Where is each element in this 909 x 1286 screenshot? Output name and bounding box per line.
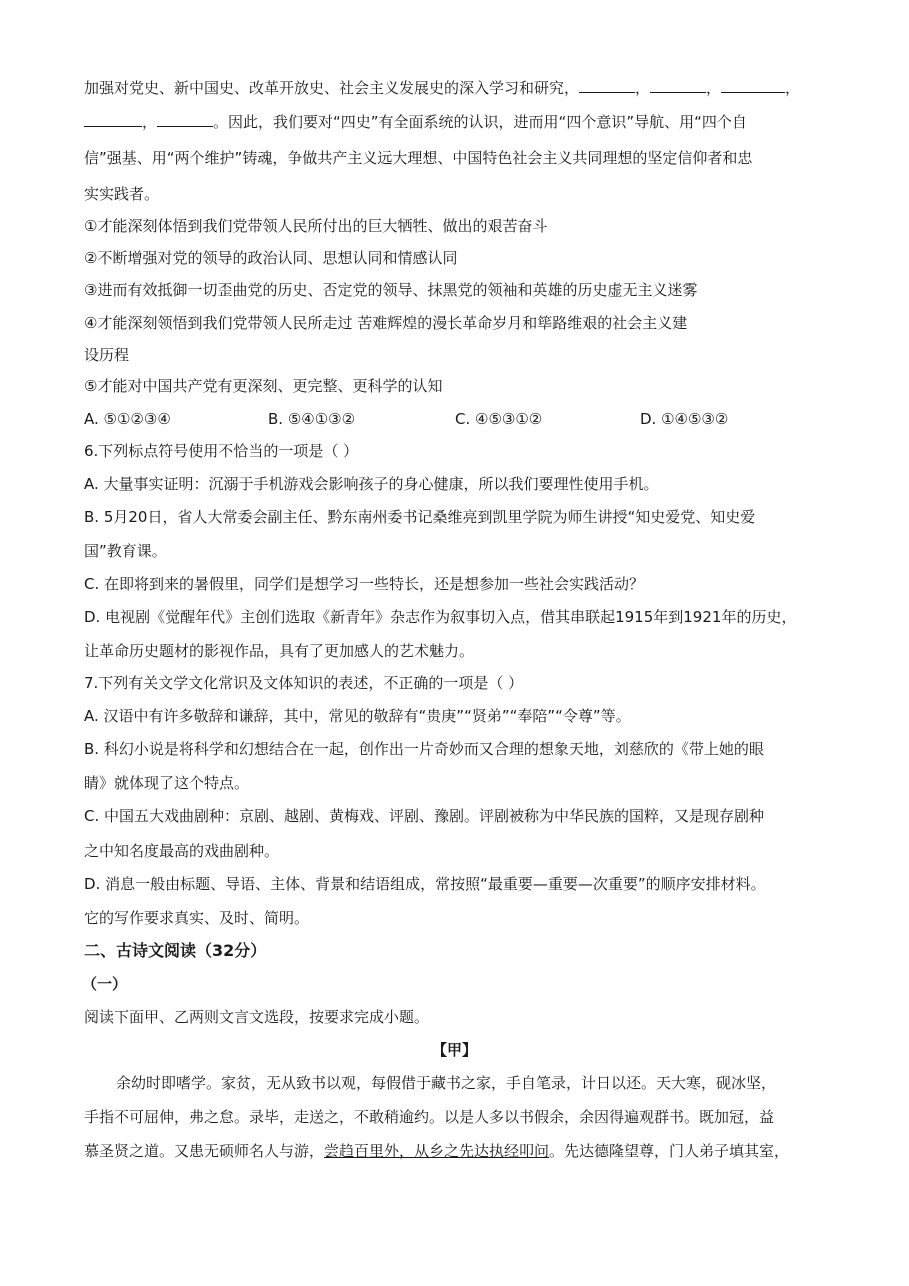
q7-option-c-cont: 之中知名度最高的戏曲剧种。 [84, 842, 280, 860]
q6-option-d[interactable]: D. 电视剧《觉醒年代》主创们选取《新青年》杂志作为叙事切入点，借其串联起1915年到1921年的历史， [84, 608, 797, 626]
q7-option-b[interactable]: B. 科幻小说是将科学和幻想结合在一起，创作出一片奇妙而又合理的想象天地，刘慈欣的《带上她的眼 [84, 740, 764, 758]
choice-1: ①才能深刻体悟到我们党带领人民所付出的巨大牺牲、做出的艰苦奋斗 [84, 217, 548, 235]
choice-4-cont: 设历程 [84, 346, 130, 364]
blank-separator: ， [706, 79, 722, 97]
q7-option-a[interactable]: A. 汉语中有许多敬辞和谦辞，其中，常见的敬辞有“贵庚”“贤弟”“奉陪”“令尊”等。 [84, 707, 631, 725]
q6-stem: 6.下列标点符号使用不恰当的一项是（ ） [84, 442, 359, 460]
answer-blank-1[interactable] [579, 78, 635, 93]
blank-separator: ， [142, 113, 158, 131]
q6-option-b-cont: 国”教育课。 [84, 542, 167, 560]
q7-option-d[interactable]: D. 消息一般由标题、导语、主体、背景和结语组成，常按照“最重要—重要—次重要”的顺序安排材料。 [84, 875, 766, 893]
q6-option-d-cont: 让革命历史题材的影视作品，具有了更加感人的艺术魅力。 [84, 642, 475, 660]
q7-option-c[interactable]: C. 中国五大戏曲剧种：京剧、越剧、黄梅戏、评剧、豫剧。评剧被称为中华民族的国粹，又是现存剧种 [84, 807, 765, 825]
q6-option-c[interactable]: C. 在即将到来的暑假里，同学们是想学习一些特长，还是想参加一些社会实践活动？ [84, 575, 645, 593]
intro-line-1 [84, 78, 800, 98]
intro-line-2-text: 。因此，我们要对“四史”有全面系统的认识，进而用“四个意识”导航、用“四个自 [213, 113, 747, 131]
choice-2: ②不断增强对党的领导的政治认同、思想认同和情感认同 [84, 249, 458, 267]
passage-line-3-text: 慕圣贤之道。又患无硕师名人与游， [84, 1142, 325, 1160]
underlined-sentence: 尝趋百里外，从乡之先达执经叩问 [324, 1142, 550, 1160]
q5-option-d[interactable]: D. ①④⑤③② [640, 410, 729, 428]
intro-line-4: 实实践者。 [84, 185, 160, 203]
subsection-title: （一） [82, 975, 128, 993]
passage-label: 【甲】 [431, 1041, 477, 1059]
intro-line-3: 信”强基、用“两个维护”铸魂，争做共产主义远大理想、中国特色社会主义共同理想的坚定信仰者和忠 [84, 149, 753, 167]
blank-separator: ， [635, 79, 651, 97]
q7-stem: 7.下列有关文学文化常识及文体知识的表述，不正确的一项是（ ） [84, 674, 524, 692]
passage-line-1: 余幼时即嗜学。家贫，无从致书以观，每假借于藏书之家，手自笔录，计日以还。天大寒，砚冰坚， [116, 1074, 777, 1092]
intro-line-1-text: 加强对党史、新中国史、改革开放史、社会主义发展史的深入学习和研究， [84, 79, 580, 97]
q7-option-b-cont: 睛》就体现了这个特点。 [84, 774, 250, 792]
passage-line-3-rest: 。先达德隆望尊，门人弟子填其室， [549, 1142, 790, 1160]
answer-blank-2[interactable] [650, 78, 706, 93]
q5-option-a[interactable]: A. ⑤①②③④ [84, 410, 171, 428]
passage-line-2: 手指不可屈伸，弗之怠。录毕，走送之，不敢稍逾约。以是人多以书假余，余因得遍观群书。既加冠，益 [84, 1108, 775, 1126]
choice-5: ⑤才能对中国共产党有更深刻、更完整、更科学的认知 [84, 377, 443, 395]
reading-instruction: 阅读下面甲、乙两则文言文选段，按要求完成小题。 [84, 1008, 430, 1026]
blank-separator: ， [785, 79, 801, 97]
choice-3: ③进而有效抵御一切歪曲党的历史、否定党的领导、抹黑党的领袖和英雄的历史虚无主义迷雾 [84, 281, 698, 299]
answer-blank-5[interactable] [157, 112, 213, 127]
choice-4: ④才能深刻领悟到我们党带领人民所走过 苦难辉煌的漫长革命岁月和筚路维艰的社会主义建 [84, 314, 688, 332]
q6-option-b[interactable]: B. 5月20日，省人大常委会副主任、黔东南州委书记桑维亮到凯里学院为师生讲授“知史爱党、知史爱 [84, 508, 756, 526]
q5-option-c[interactable]: C. ④⑤③①② [455, 410, 543, 428]
answer-blank-3[interactable] [721, 78, 785, 93]
q5-option-b[interactable]: B. ⑤④①③② [268, 410, 356, 428]
intro-line-2 [84, 112, 747, 132]
passage-line-3 [84, 1141, 789, 1161]
answer-blank-4[interactable] [84, 112, 142, 127]
q7-option-d-cont: 它的写作要求真实、及时、简明。 [84, 909, 310, 927]
section-title: 二、古诗文阅读（32分） [84, 941, 267, 960]
q6-option-a[interactable]: A. 大量事实证明：沉溺于手机游戏会影响孩子的身心健康，所以我们要理性使用手机。 [84, 475, 659, 493]
